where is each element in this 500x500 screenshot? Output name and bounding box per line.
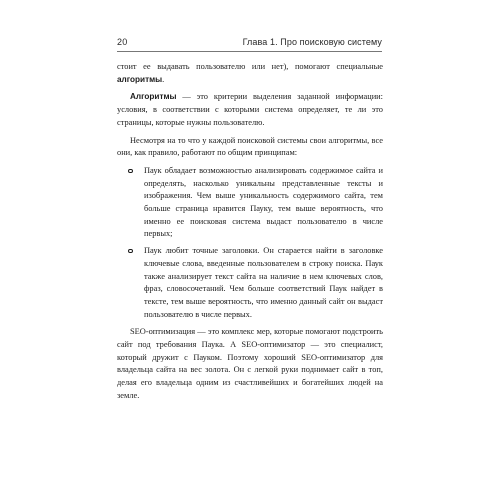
list-item-text: Паук любит точные заголовки. Он старается найти в заголовке ключевые слова, введенные пользователем в строку поиска. Паук также анализирует текст сайта на наличие в нем ключевых слов, фраз, словосочетаний. Чем больше соответствий Паук найдет в тексте, тем выше вероятность, что именно данный сайт он выдаст пользователю в числе первых. <box>144 246 383 319</box>
principles-list <box>117 165 383 321</box>
list-item <box>117 165 383 241</box>
paragraph-continuation-text: стоит ее выдавать пользователю или нет), помогают специальные <box>117 62 383 71</box>
term-algorithms: Алгоритмы <box>130 92 177 102</box>
list-item <box>117 245 383 321</box>
definition-text: — это критерии выделения заданной информации: условия, в соответствии с которыми система определяет, те ли это страницы, которые нужны пользователю. <box>117 92 383 127</box>
paragraph-continuation <box>117 61 383 86</box>
circle-bullet-icon <box>128 169 133 174</box>
term-algorithms-inline: алгоритмы <box>117 74 163 84</box>
running-head <box>117 37 382 52</box>
paragraph-seo: SEO-оптимизация — это комплекс мер, которые помогают подстроить сайт под требования Паука. А SEO-оптимизатор — это специалист, который дружит с Пауком. Поэтому хороший SEO-оптимизатор для владельца сайта на вес золота. Он с легкой руки поднимает сайт в топ, делая его владельца одним из счастливейших и богатейших людей на земле. <box>117 327 383 400</box>
list-item-text: Паук обладает возможностью анализировать содержимое сайта и определять, насколько уникальны представленные тексты и изображения. Чем выше уникальность содержимого сайта, тем больше страница нравится Пауку, тем выше вероятность, что именно ее поисковая система выдаст пользователю в числе первых; <box>144 165 383 239</box>
page-number: 20 <box>117 37 128 47</box>
paragraph-principles-intro: Несмотря на то что у каждой поисковой системы свои алгоритмы, все они, как правило, работают по общим принципам: <box>117 135 383 158</box>
circle-bullet-icon <box>128 249 133 254</box>
body-text <box>117 61 383 408</box>
chapter-title: Глава 1. Про поисковую систему <box>242 37 382 47</box>
paragraph-continuation-end: . <box>162 74 165 84</box>
paragraph-definition <box>117 91 383 129</box>
